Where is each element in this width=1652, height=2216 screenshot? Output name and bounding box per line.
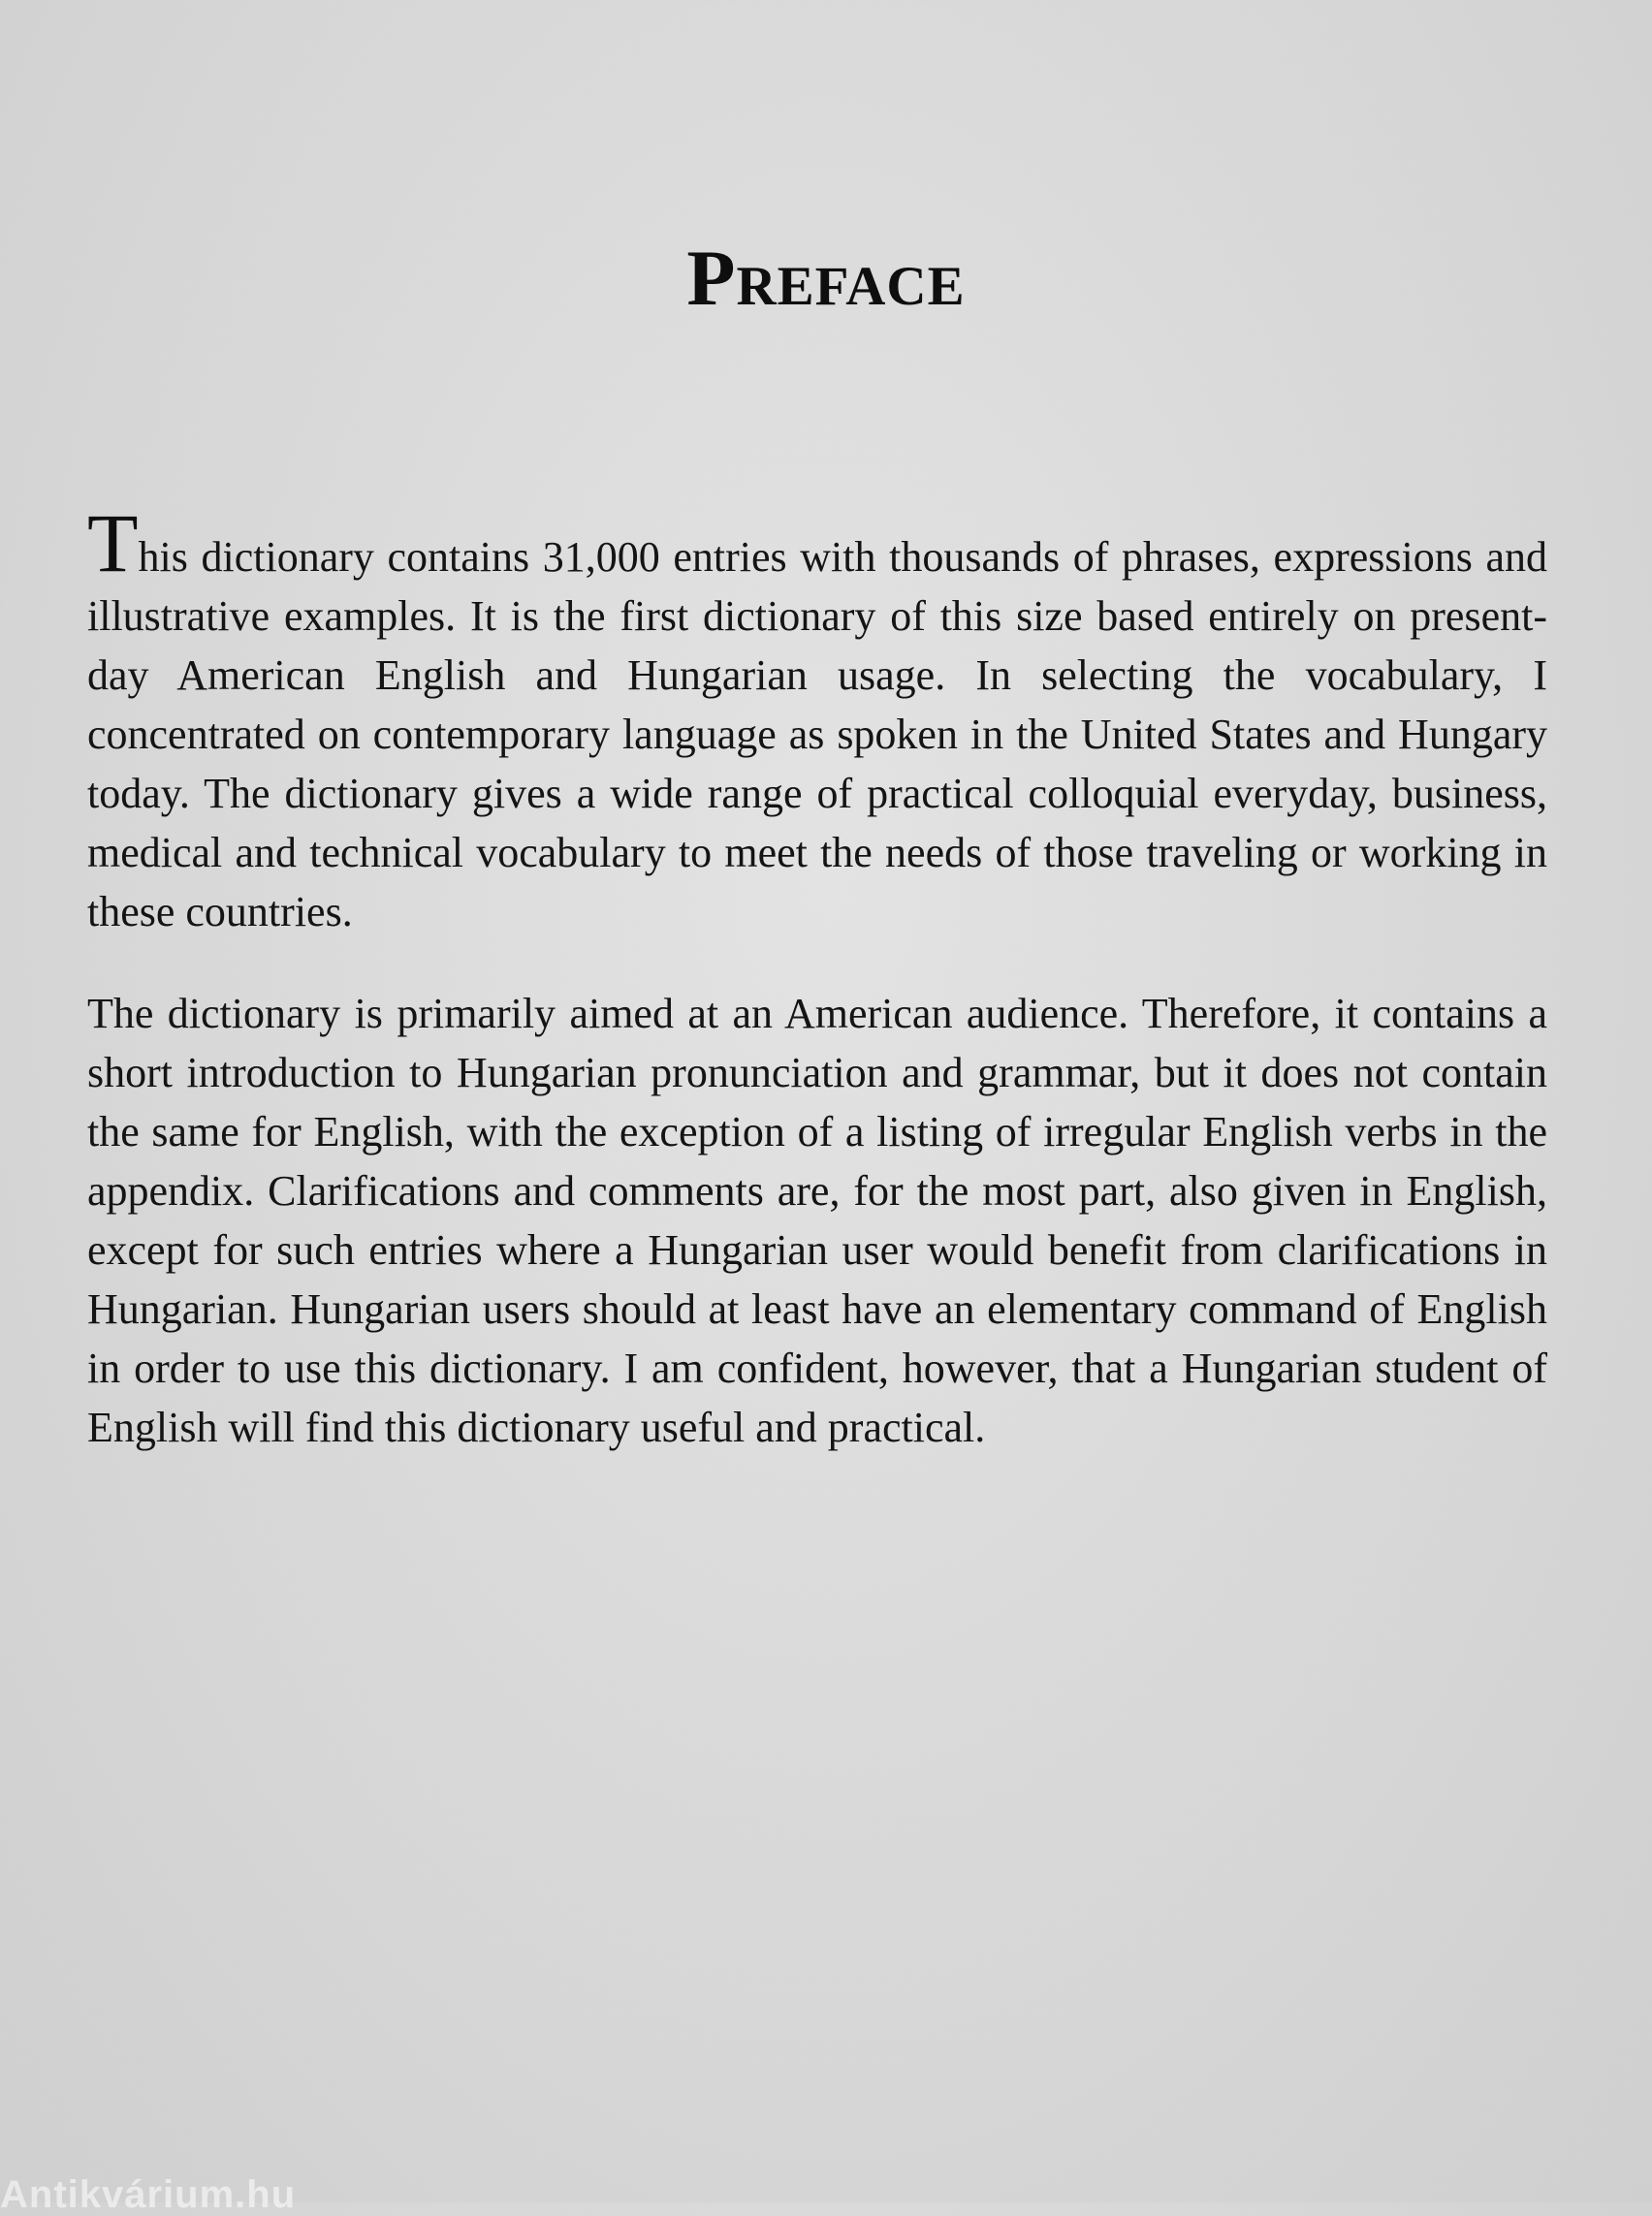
page-title: Preface	[686, 234, 966, 322]
paragraph-1	[87, 496, 1547, 941]
preface-body	[87, 496, 1547, 1457]
drop-cap: T	[87, 496, 139, 589]
paragraph-2: The dictionary is primarily aimed at an American audience. Therefore, it contains a short introduction to Hungarian pronunciation and grammar, but it does not contain the same for English, with the exception of a listing of irregular English verbs in the appendix. Clarifications and comments are, for the most part, also given in English, except for such entries where a Hungarian user would benefit from clarifications in Hungarian. Hungarian users should at least have an elementary command of English in order to use this dictionary. I am confident, however, that a Hungarian student of English will find this dictionary useful and practical.	[87, 990, 1547, 1451]
paragraph-1-text: his dictionary contains 31,000 entries with thousands of phrases, expressions and illustrative examples. It is the first dictionary of this size based entirely on present-day American English and Hungarian usage. In selecting the vocabulary, I concentrated on contemporary language as spoken in the United States and Hungary today. The dictionary gives a wide range of practical colloquial everyday, business, medical and technical vocabulary to meet the needs of those traveling or working in these countries.	[87, 533, 1547, 935]
watermark-text: Antikvárium.hu	[0, 2173, 297, 2216]
